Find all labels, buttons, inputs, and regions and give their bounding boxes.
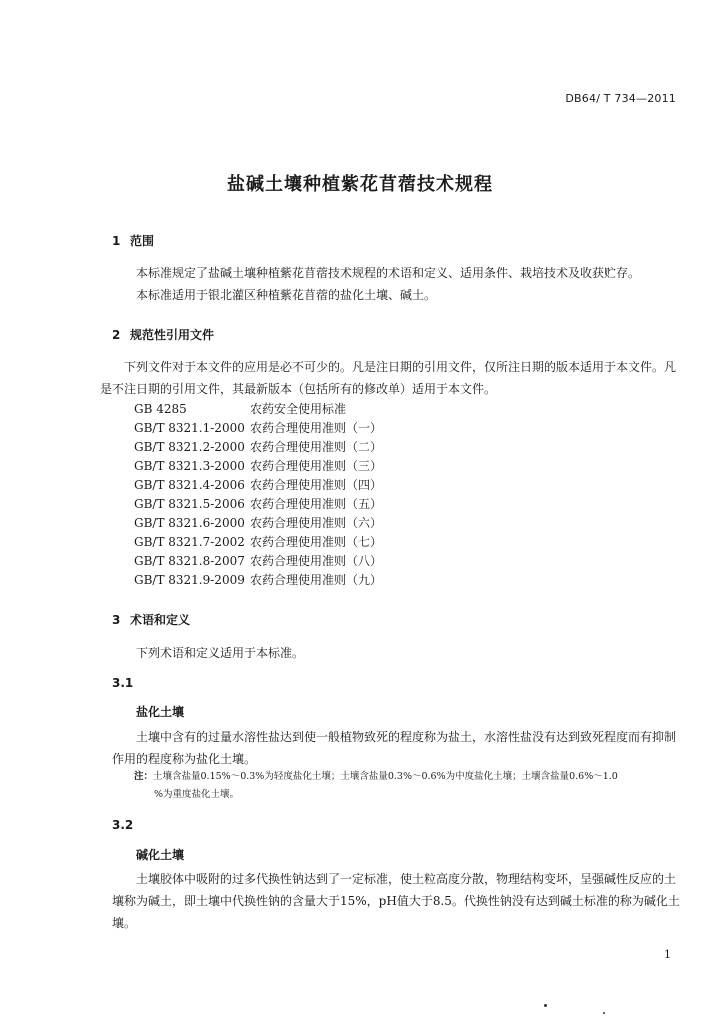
section-title: 术语和定义 <box>130 613 191 627</box>
reference-code: GB/T 8321.2-2000 <box>134 440 245 454</box>
section-1-heading <box>112 232 154 249</box>
term-definition: 土壤中含有的过量水溶性盐达到使一般植物致死的程度称为盐土，水溶性盐没有达到致死程度而有抑制作用的程度称为盐化土壤。 <box>112 730 677 766</box>
reference-title: 农药合理使用准则（四） <box>250 478 383 492</box>
term-title: 碱化土壤 <box>136 848 185 862</box>
page-number: 1 <box>664 948 671 961</box>
reference-title: 农药合理使用准则（九） <box>250 573 383 587</box>
document-code: DB64/ T 734—2011 <box>565 92 676 105</box>
note-text: 土壤含盐量0.15%～0.3%为轻度盐化土壤；土壤含盐量0.3%～0.6%为中度盐化土壤；土壤含盐量0.6%～1.0 <box>153 771 618 782</box>
scan-speck <box>544 1004 547 1007</box>
reference-title: 农药合理使用准则（八） <box>250 554 383 568</box>
reference-item <box>134 495 382 512</box>
reference-code: GB/T 8321.1-2000 <box>134 421 245 435</box>
section-number: 2 <box>112 328 121 342</box>
scope-paragraph-1: 本标准规定了盐碱土壤种植紫花苜蓿技术规程的术语和定义、适用条件、栽培技术及收获贮存。 <box>136 266 641 280</box>
section-2-heading <box>112 326 214 343</box>
reference-code: GB/T 8321.5-2006 <box>134 497 245 511</box>
reference-title: 农药合理使用准则（二） <box>250 440 383 454</box>
section-number: 3 <box>112 613 121 627</box>
reference-item <box>134 533 382 550</box>
reference-item <box>134 476 382 493</box>
reference-item <box>134 400 346 417</box>
reference-title: 农药合理使用准则（三） <box>250 459 383 473</box>
terms-intro: 下列术语和定义适用于本标准。 <box>136 646 305 660</box>
term-number: 3.1 <box>112 676 134 690</box>
reference-code: GB/T 8321.9-2009 <box>134 573 245 587</box>
term-definition: 土壤胶体中吸附的过多代换性钠达到了一定标准，使土粒高度分散，物理结构变坏，呈强碱性反应的土壤称为碱土，即土壤中代换性钠的含量大于15%，pH值大于8.5。代换性钠没有达到碱土标准的称为碱化土壤。 <box>112 872 680 930</box>
reference-code: GB 4285 <box>134 402 187 416</box>
reference-item <box>134 419 382 436</box>
reference-item <box>134 457 382 474</box>
reference-item <box>134 552 382 569</box>
reference-title: 农药合理使用准则（五） <box>250 497 383 511</box>
term-note <box>134 768 684 804</box>
reference-code: GB/T 8321.7-2002 <box>134 535 245 549</box>
scope-paragraph-2: 本标准适用于银北灌区种植紫花苜蓿的盐化土壤、碱土。 <box>136 288 437 302</box>
reference-title: 农药安全使用标准 <box>250 402 347 416</box>
note-label: 注： <box>134 771 154 782</box>
section-title: 范围 <box>130 234 155 248</box>
reference-code: GB/T 8321.8-2007 <box>134 554 245 568</box>
reference-code: GB/T 8321.3-2000 <box>134 459 245 473</box>
reference-code: GB/T 8321.6-2000 <box>134 516 245 530</box>
reference-title: 农药合理使用准则（六） <box>250 516 383 530</box>
normative-intro: 下列文件对于本文件的应用是必不可少的。凡是注日期的引用文件，仅所注日期的版本适用于本文件。凡是不注日期的引用文件，其最新版本（包括所有的修改单）适用于本文件。 <box>100 360 677 396</box>
term-number: 3.2 <box>112 818 134 832</box>
note-text-continued: %为重度盐化土壤。 <box>154 789 240 800</box>
scan-speck <box>603 1012 605 1014</box>
section-number: 1 <box>112 234 121 248</box>
document-title: 盐碱土壤种植紫花苜蓿技术规程 <box>227 174 493 195</box>
reference-title: 农药合理使用准则（七） <box>250 535 383 549</box>
reference-item <box>134 514 382 531</box>
section-title: 规范性引用文件 <box>130 328 215 342</box>
section-3-heading <box>112 611 190 628</box>
reference-item <box>134 438 382 455</box>
term-title: 盐化土壤 <box>136 705 185 719</box>
reference-code: GB/T 8321.4-2006 <box>134 478 245 492</box>
reference-item <box>134 571 382 588</box>
reference-title: 农药合理使用准则（一） <box>250 421 383 435</box>
